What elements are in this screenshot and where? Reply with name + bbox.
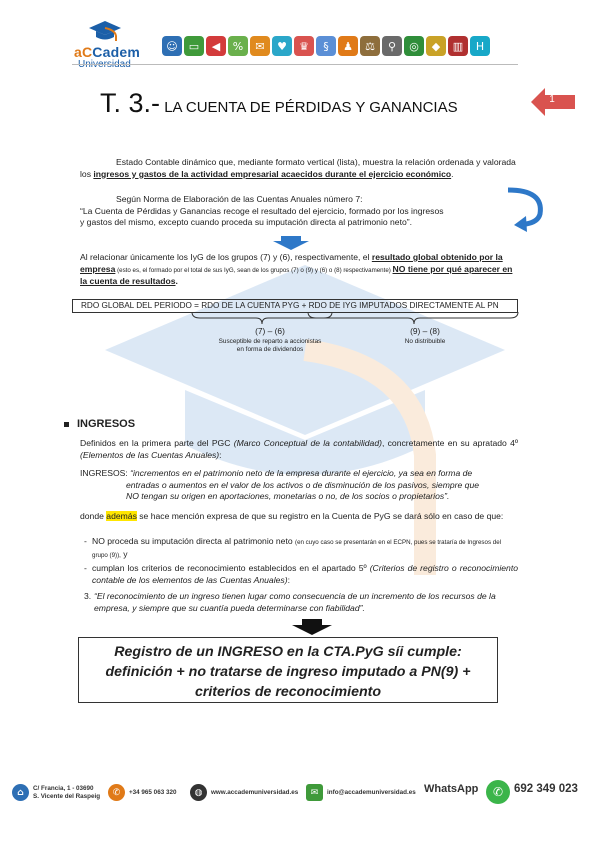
dna-icon: § [316,36,336,56]
list-item: - NO proceda su imputación directa al patrimonio neto (en cuyo caso se presentarán en el ECPN, pues se trataría de Ingresos del grupo (9)), y [84,536,502,559]
people-icon: ☺ [162,36,182,56]
footer-phone[interactable]: ✆ +34 965 063 320 [108,784,176,801]
megaphone-icon: ◀ [206,36,226,56]
ingresos-quote: INGRESOS: “incrementos en el patrimonio neto de la empresa durante el ejercicio, ya sea en forma de entradas o aumentos en el valor de los activos o de disminución de los pasivos, siempre que NO tengan su origen en aportaciones, monetarias o no, de los socios o propietarios”. [80,468,480,502]
person-icon: ♟ [338,36,358,56]
curved-arrow-icon [500,184,550,234]
graduation-cap-icon [88,20,122,42]
globe-icon: ◍ [190,784,207,801]
down-arrow-icon [292,619,332,635]
bullet-square-icon [64,422,69,427]
whatsapp-icon[interactable]: ✆ [486,780,514,804]
page-title: T. 3.- LA CUENTA DE PÉRDIDAS Y GANANCIAS [100,88,458,118]
header-divider [72,64,518,65]
scale-icon: ⚖ [360,36,380,56]
condition-list [84,536,518,615]
shield-icon: ◆ [426,36,446,56]
norma-quote: Según Norma de Elaboración de las Cuentas Anuales número 7: “La Cuenta de Pérdidas y Ganancias recoge el resultado del ejercicio, formado por los ingresos y gastos del mismo, excepto cuando proceda su imputación directa al patrimonio neto”. [80,194,444,228]
heart-icon: ♥ [272,36,292,56]
hospital-icon: H [470,36,490,56]
relation-paragraph: Al relacionar únicamente los IyG de los grupos (7) y (6), respectivamente, el resultado global obtenido por la empresa (esto es, el formado por el total de sus IyG, sean de los grupos (7) o (9) y (6) o (8) respectivamente) NO tiene por qué aparecer en la cuenta de resultados. [80,252,513,287]
building-icon: ▥ [448,36,468,56]
page-number: 1 [549,94,555,105]
formula-box: RDO GLOBAL DEL PERIODO = RDO DE LA CUENTA PYG + RDO DE IYG IMPUTADOS DIRECTAMENTE AL PN [72,299,518,313]
chat-icon: ✉ [250,36,270,56]
footer-web[interactable]: ◍ www.accademuniversidad.es [190,784,298,801]
list-item: 3. “El reconocimiento de un ingreso tienen lugar como consecuencia de un incremento de los recursos de la empresa, y siempre que su cuantía pueda determinarse con fiabilidad”. [84,591,496,613]
phone-icon: ✆ [108,784,125,801]
donde-paragraph: donde además se hace mención expresa de que su registro en la Cuenta de PyG se dará sólo en caso de que: [80,511,504,521]
logo-brand: aCCadem [74,44,140,60]
percent-icon: % [228,36,248,56]
search-icon: ⚲ [382,36,402,56]
ingresos-definition: Definidos en la primera parte del PGC (Marco Conceptual de la contabilidad), concretamente en su apratado 4º (Elementos de las Cuentas Anuales): [80,438,518,460]
footer [0,772,595,812]
footer-email[interactable]: ✉ info@accademuniversidad.es [306,784,416,801]
footer-whatsapp-label: WhatsApp [424,783,479,795]
left-note: Susceptible de reparto a accionistas en forma de dividendos [218,338,322,353]
right-groups: (9) – (8) [410,326,440,336]
email-icon: ✉ [306,784,323,801]
formula-braces [190,311,520,325]
screen-icon: ▭ [184,36,204,56]
footer-address: ⌂ C/ Francia, 1 - 03690 S. Vicente del Raspeig [12,784,100,801]
footer-whatsapp-number[interactable]: 692 349 023 [514,783,578,795]
right-note: No distribuible [404,338,446,345]
intro-paragraph: Estado Contable dinámico que, mediante formato vertical (lista), muestra la relación ordenada y valorada los ingresos y gastos de la actividad empresarial acaecidos durante el ejercicio económico. [80,157,516,179]
trophy-icon: ♛ [294,36,314,56]
down-arrow-icon [273,236,309,250]
target-icon: ◎ [404,36,424,56]
summary-box: Registro de un INGRESO en la CTA.PyG síi cumple: definición + no tratarse de ingreso imputado a PN(9) + criterios de reconocimiento [78,637,498,703]
category-icons [162,36,490,56]
home-icon: ⌂ [12,784,29,801]
section-heading-ingresos: INGRESOS [64,418,135,430]
list-item: - cumplan los criterios de reconocimiento establecidos en el apartado 5º (Criterios de registro o reconocimiento contable de los elementos de las Cuentas Anuales): [84,563,518,585]
left-groups: (7) – (6) [255,326,285,336]
